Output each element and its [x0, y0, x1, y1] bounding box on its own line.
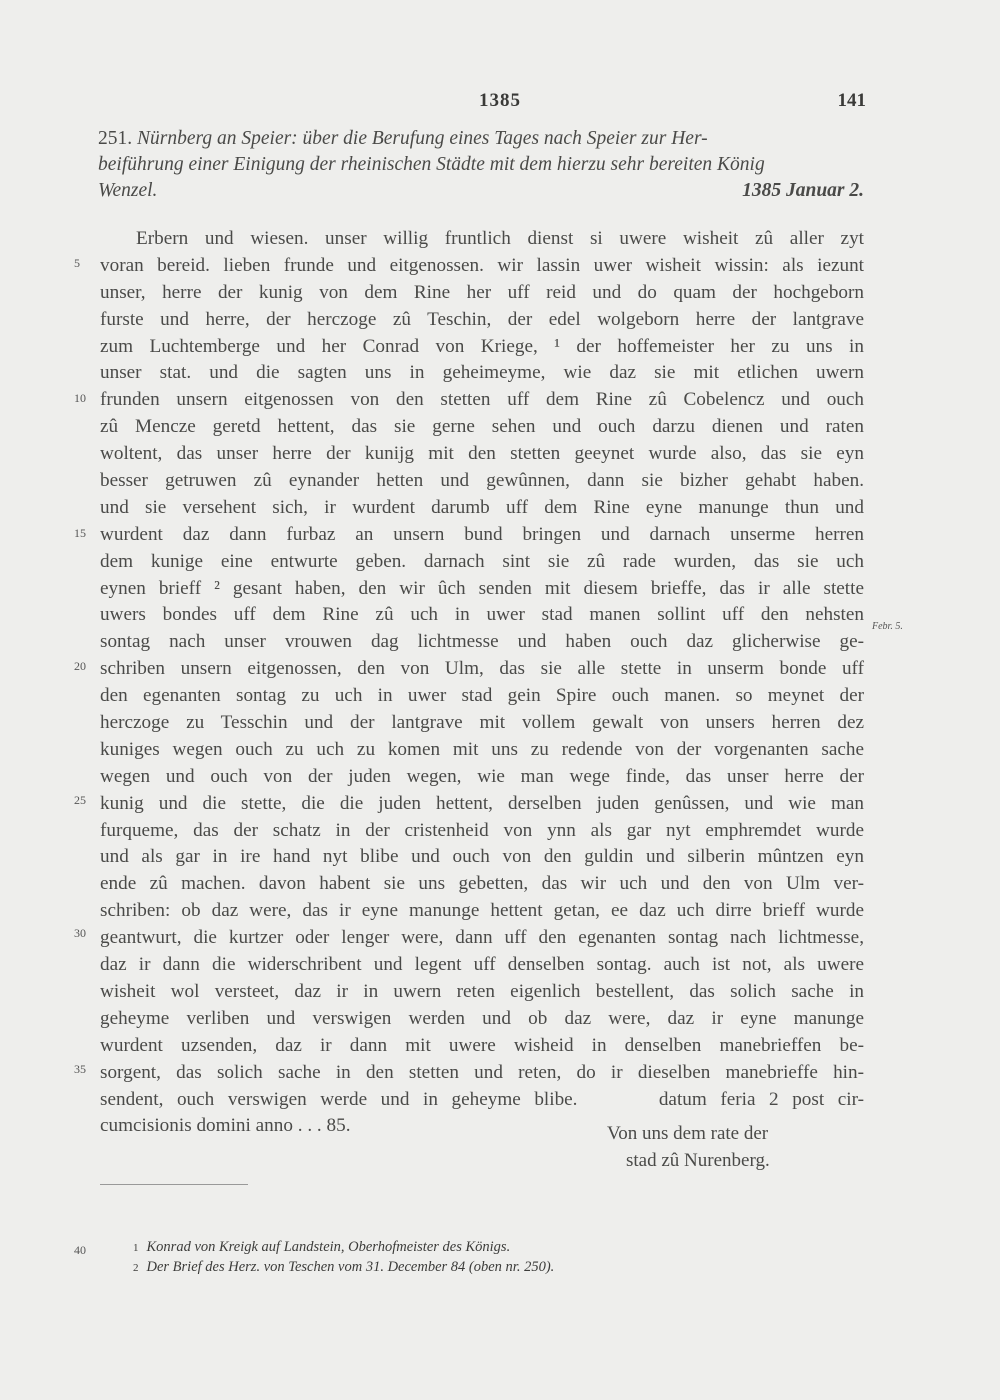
text-line: eynen brieff ² gesant haben, den wir ûch senden mit diesem brieffe, das ir alle stette: [100, 577, 864, 599]
document-summary-line-3: Wenzel.: [98, 180, 158, 201]
text-line: sorgent, das solich sache in den stetten und reten, do ir dieselben manebrieffe hin-: [100, 1061, 864, 1083]
text-line: sontag nach unser vrouwen dag lichtmesse und haben ouch daz glicherwise ge-: [100, 631, 864, 653]
text-line: unser, herre der kunig von dem Rine her uff reid und do quam der hochgeborn: [100, 281, 864, 303]
text-line: herczoge zu Tesschin und der lantgrave mit vollem gewalt von unsers herren dez: [100, 712, 864, 734]
footnote-mark: 1: [133, 1242, 139, 1254]
signature-line-2: stad zû Nurenberg.: [626, 1150, 770, 1171]
text-line: voran bereid. lieben frunde und eitgenossen. wir lassin uwer wisheit wissin: als iezunt: [100, 254, 864, 276]
text-line: uwers bondes uff dem Rine zû uch in uwer stad manen sollint uff den nehsten: [100, 604, 864, 626]
document-summary-line-2: beiführung einer Einigung der rheinischen Städte mit dem hierzu sehr bereiten König: [98, 154, 765, 175]
text-line: ende zû machen. davon habent sie uns gebetten, das wir uch und den von Ulm ver-: [100, 873, 864, 895]
text-line: frunden unsern eitgenossen von den stetten uff dem Rine zû Cobelencz und ouch: [100, 389, 864, 411]
text-line: sendent, ouch verswigen werde und in geheyme blibe. datum feria 2 post cir-: [100, 1088, 864, 1110]
letter-body: [74, 226, 864, 1140]
line-number-10: 10: [74, 391, 86, 405]
text-line: wisheit wol versteet, daz ir in uwern reten eigenlich bestellent, das solich sache in: [100, 980, 864, 1002]
signature-line-1: Von uns dem rate der: [607, 1123, 769, 1144]
line-number-5: 5: [74, 256, 80, 270]
footnote-2: [133, 1258, 554, 1278]
text-line: daz ir dann die widerschribent und legent uff denselben sontag. auch ist not, als uwere: [100, 954, 864, 976]
text-line: woltent, das unser herre der kunijg mit den stetten geeynet wurde also, das sie eyn: [100, 443, 864, 465]
line-number-20: 20: [74, 659, 86, 673]
text-line: zum Luchtemberge und her Conrad von Kriege, ¹ der hoffemeister her zu uns in: [100, 335, 864, 357]
text-line: unser stat. und die sagten uns in geheimeyme, wie daz sie mit etlichen uwern: [100, 362, 864, 384]
line-number-25: 25: [74, 793, 86, 807]
text-line: kunig und die stette, die die juden hettent, derselben juden genûssen, und wie man: [100, 792, 864, 814]
text-line: kuniges wegen ouch zu uch zu komen mit uns zu redende von der vorgenanten sache: [100, 738, 864, 760]
document-date: 1385 Januar 2.: [742, 180, 864, 201]
page-number: 141: [837, 90, 866, 111]
text-line: furste und herre, der herczoge zû Teschin, der edel wolgeborn herre der lantgrave: [100, 308, 864, 330]
footnote-divider: [100, 1184, 248, 1185]
line-number-35: 35: [74, 1062, 86, 1076]
text-line: zû Mencze geretd hettent, das sie gerne sehen und ouch darzu dienen und raten: [100, 416, 864, 438]
signature-block: [607, 1120, 770, 1174]
text-line: schriben: ob daz were, das ir eyne manunge hettent getan, ee daz uch dirre brieff wurde: [100, 900, 864, 922]
text-line: furqueme, das der schatz in der cristenheid von ynn als gar nyt emphremdet wurde: [100, 819, 864, 841]
text-line: und sie versehent sich, ir wurdent darumb uff dem Rine eyne manunge thun und: [100, 496, 864, 518]
text-line: geantwurt, die kurtzer oder lenger were, dann uff den egenanten sontag nach lichtmesse,: [100, 927, 864, 949]
text-line: dem kunige eine entwurte geben. darnach sint sie zû rade wurden, das sie uch: [100, 550, 864, 572]
footnote-text: Konrad von Kreigk auf Landstein, Oberhofmeister des Königs.: [146, 1239, 511, 1255]
text-line: und als gar in ire hand nyt blibe und ouch von den guldin und silberin mûntzen eyn: [100, 846, 864, 868]
margin-date-note: Febr. 5.: [872, 621, 903, 632]
text-line: wurdent daz dann furbaz an unsern bund bringen und darnach unserme herren: [100, 523, 864, 545]
running-header-year: 1385: [479, 90, 521, 111]
footnote-mark: 2: [133, 1262, 139, 1274]
text-line: cumcisionis domini anno . . . 85.: [100, 1115, 351, 1137]
text-line: schriben unsern eitgenossen, den von Ulm, das sie alle stette in unserm bonde uff: [100, 658, 864, 680]
text-line: geheyme verliben und verswigen werden und ob daz were, daz ir eyne manunge: [100, 1007, 864, 1029]
text-line: Erbern und wiesen. unser willig fruntlich dienst si uwere wisheit zû aller zyt: [136, 228, 864, 249]
text-line: wegen und ouch von der juden wegen, wie man wege finde, das unser herre der: [100, 765, 864, 787]
document-heading: [98, 126, 864, 204]
text-line: besser getruwen zû eynander hetten und gewûnnen, dann sie bizher gehabt haben.: [100, 470, 864, 492]
line-number-30: 30: [74, 926, 86, 940]
footnote-1: [133, 1238, 554, 1258]
document-summary-line-1: Nürnberg an Speier: über die Berufung eines Tages nach Speier zur Her-: [137, 128, 708, 149]
footnote-text: Der Brief des Herz. von Teschen vom 31. December 84 (oben nr. 250).: [146, 1259, 555, 1275]
text-line: den egenanten sontag zu uch in uwer stad gein Spire ouch manen. so meynet der: [100, 685, 864, 707]
footnotes: [133, 1238, 554, 1278]
text-line: wurdent uzsenden, daz ir dann mit uwere wisheid in denselben manebrieffen be-: [100, 1034, 864, 1056]
document-number: 251.: [98, 128, 133, 149]
line-number-15: 15: [74, 526, 86, 540]
line-number-40: 40: [74, 1243, 86, 1257]
